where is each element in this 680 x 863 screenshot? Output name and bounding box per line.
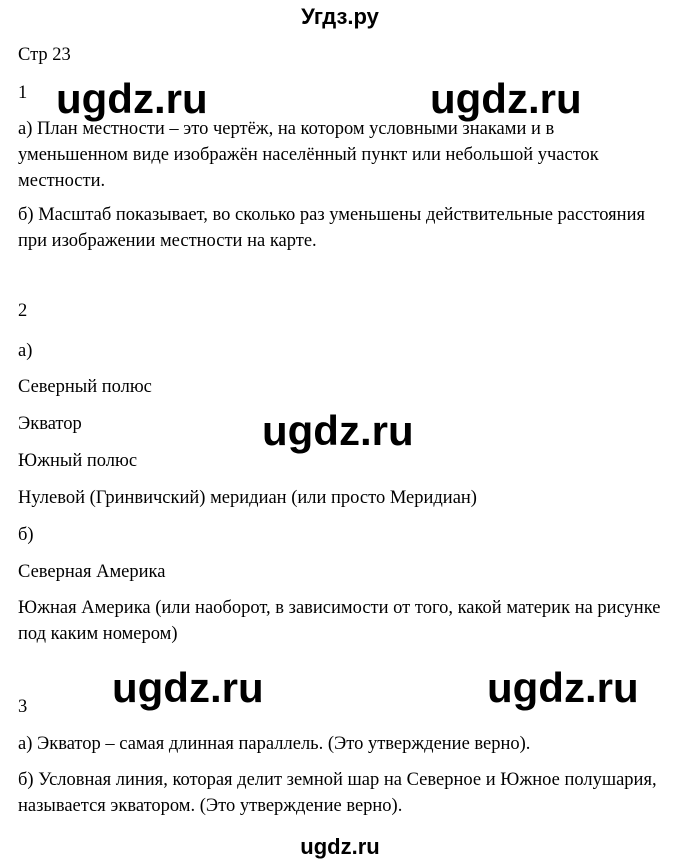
watermark: ugdz.ru bbox=[487, 664, 639, 711]
question-2-label-b: б) bbox=[18, 525, 34, 545]
question-2-item: Южная Америка (или наоборот, в зависимости от того, какой материк на рисунке под каким номером) bbox=[18, 598, 661, 644]
question-2-item: Южный полюс bbox=[18, 451, 138, 471]
question-1-answer-b: б) Масштаб показывает, во сколько раз уменьшены действительные расстояния при изображении местности на карте. bbox=[18, 205, 645, 251]
question-1-number: 1 bbox=[18, 83, 28, 103]
question-2-item: Северная Америка bbox=[18, 562, 166, 582]
page-reference: Стр 23 bbox=[18, 45, 71, 65]
question-3-answer-a: а) Экватор – самая длинная параллель. (Это утверждение верно). bbox=[18, 734, 531, 754]
watermark: ugdz.ru bbox=[112, 664, 264, 711]
question-2-label-a: а) bbox=[18, 341, 33, 361]
question-1-answer-a: а) План местности – это чертёж, на котором условными знаками и в уменьшенном виде изображён населённый пункт или небольшой участок местности. bbox=[18, 119, 599, 191]
watermark: ugdz.ru bbox=[56, 75, 208, 122]
footer-site: ugdz.ru bbox=[300, 834, 380, 859]
question-2-item: Северный полюс bbox=[18, 377, 152, 397]
question-2-item: Нулевой (Гринвичский) меридиан (или просто Меридиан) bbox=[18, 488, 477, 508]
question-3-answer-b: б) Условная линия, которая делит земной шар на Северное и Южное полушария, называется экватором. (Это утверждение верно). bbox=[18, 770, 657, 816]
question-2-number: 2 bbox=[18, 301, 28, 321]
question-3-number: 3 bbox=[18, 697, 28, 717]
watermark: ugdz.ru bbox=[430, 75, 582, 122]
question-2-item: Экватор bbox=[18, 414, 82, 434]
watermark: ugdz.ru bbox=[262, 407, 414, 454]
site-title: Угдз.ру bbox=[301, 4, 379, 29]
